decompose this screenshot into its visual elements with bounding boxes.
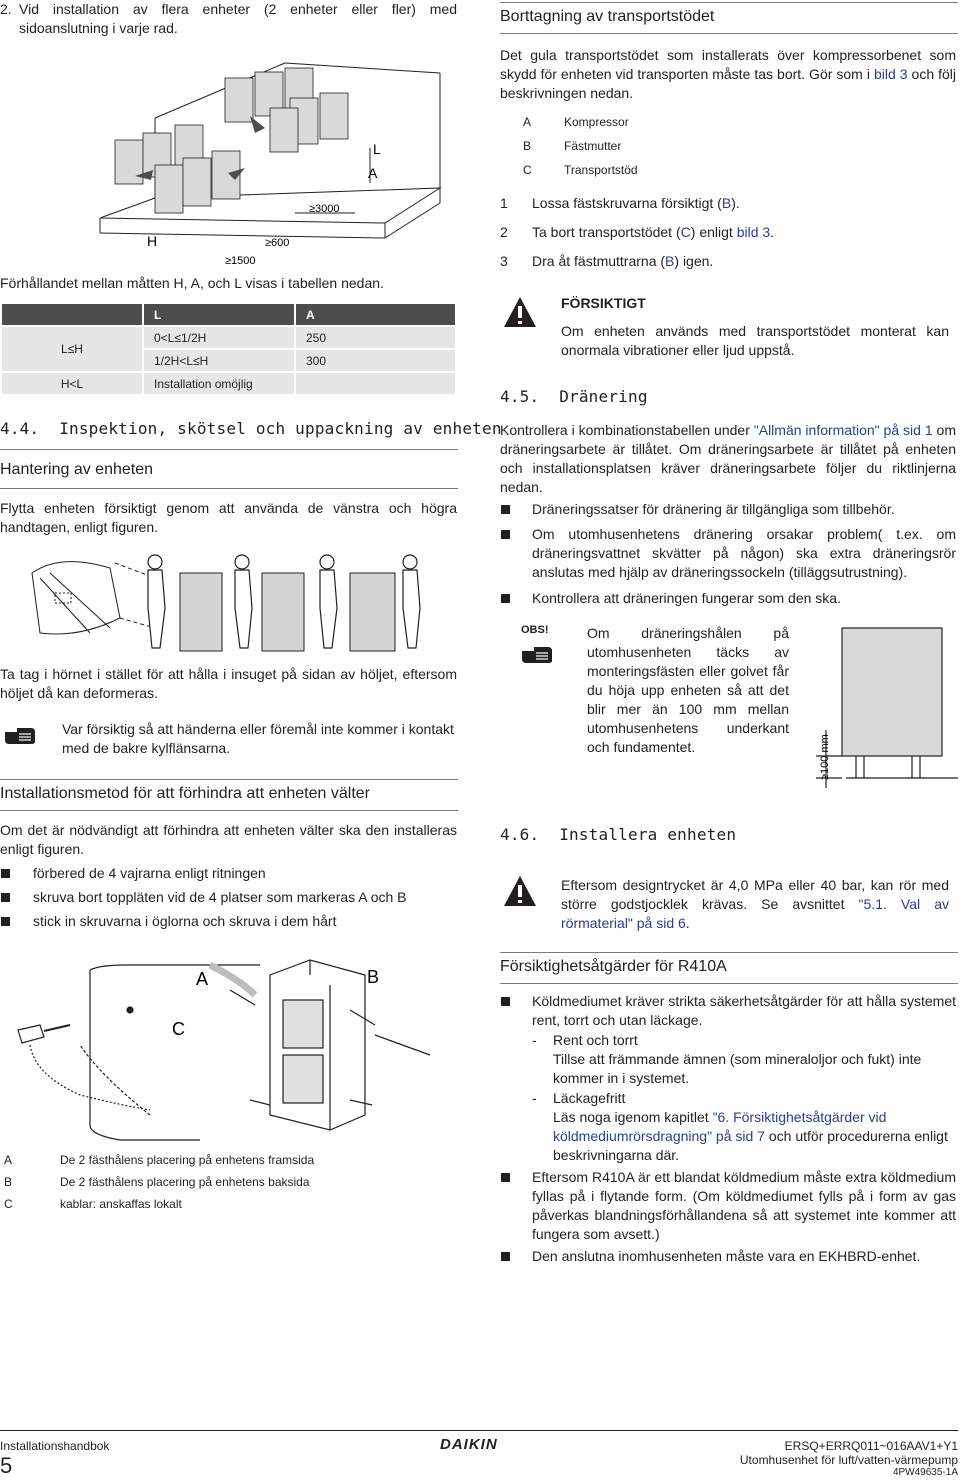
transport-legend — [500, 115, 950, 187]
table-cell: Installation omöjlig — [143, 372, 295, 395]
section-number: 4.4. — [0, 419, 40, 438]
r410a-list — [500, 992, 958, 1269]
label-A: A — [368, 165, 378, 181]
label-H: H — [147, 233, 158, 249]
list-item: - Rent och torrt Tillse att främmande ämnen (som mineraloljor och fukt) inte kommer in i systemet. — [532, 1032, 922, 1086]
divider — [0, 449, 458, 450]
clearance-label: ≥100 mm — [819, 734, 831, 780]
list-item: skruva bort toppläten vid de 4 platser som markeras A och B — [0, 888, 457, 912]
handling-figure — [30, 548, 455, 653]
divider — [500, 2, 958, 3]
item-2-text: Vid installation av flera enheter (2 enheter eller fler) med sidoanslutning i varje rad. — [19, 1, 457, 36]
list-item: Dräneringssatser för dränering är tillgängliga som tillbehör. — [500, 500, 958, 525]
list-item: Den anslutna inomhusenheten måste vara en EKHBRD-enhet. — [500, 1247, 958, 1269]
table-cell: 300 — [295, 349, 456, 372]
list-item: 1 Lossa fästskruvarna försiktigt (B). — [500, 195, 740, 211]
section-4-5-heading — [500, 387, 648, 406]
table-header-cell — [1, 303, 143, 326]
list-item: Eftersom R410A är ett blandat köldmedium måste extra köldmedium fyllas på i flytande form. (Om köldmediumet fylls på i form av gas påverkas blandningsförhållandena så att systemet inte kommer att fungera som avsett.) — [500, 1168, 958, 1247]
table-row — [1, 326, 456, 349]
table-header-cell: L — [143, 303, 295, 326]
bullet-icon — [501, 530, 510, 539]
pipe-material-link[interactable]: "5.1. Val av rörmaterial" på sid 6 — [561, 896, 949, 931]
elevated-unit-figure — [800, 620, 960, 790]
table-cell — [295, 372, 456, 395]
footer-doc-type: Installationshandbok — [0, 1439, 110, 1453]
ratio-intro: Förhållandet mellan måtten H, A, och L visas i tabellen nedan. — [0, 275, 384, 291]
drain-bullet-list — [500, 500, 958, 614]
warning-triangle-icon — [503, 296, 537, 328]
caution-title: FÖRSIKTIGT — [561, 295, 646, 311]
list-item: 3 Dra åt fästmuttrarna (B) igen. — [500, 253, 714, 269]
list-item: 2 Ta bort transportstödet (C) enligt bild 3. — [500, 224, 775, 240]
table-cell: H<L — [1, 372, 143, 395]
footer-divider — [0, 1430, 958, 1431]
transport-heading: Borttagning av transportstödet — [500, 8, 715, 25]
link-B[interactable]: B — [721, 195, 732, 211]
figure-legend — [0, 1153, 460, 1219]
multi-unit-layout-figure — [95, 58, 445, 268]
bullet-icon — [501, 1173, 510, 1182]
section-4-4-heading — [0, 419, 502, 438]
bullet-icon — [501, 997, 510, 1006]
anti-tip-figure — [0, 955, 460, 1145]
bild3-link[interactable]: bild 3 — [873, 66, 908, 82]
legend-row: A De 2 fästhålens placering på enhetens framsida — [4, 1153, 315, 1167]
table-cell: L≤H — [1, 326, 143, 372]
transport-text: Det gula transportstödet som installerats över kompressorbenet som skydd för enheten vid transporten måste tas bort. Gör som i bild 3 och följ beskrivningen nedan. — [500, 47, 957, 101]
legend-row: C kablar: anskaffas lokalt — [4, 1197, 182, 1211]
footer-model: ERSQ+ERRQ011~016AAV1+Y1 — [784, 1439, 958, 1453]
ratio-table — [0, 302, 457, 396]
section-4-6-heading — [500, 825, 736, 844]
obs-label: OBS! — [521, 624, 549, 636]
list-item: Kontrollera att dräneringen fungerar som den ska. — [500, 589, 958, 614]
note-hand-icon — [3, 724, 37, 746]
section-title: Installera enheten — [559, 825, 737, 844]
section-number: 4.5. — [500, 387, 540, 406]
item-2-number: 2. — [0, 1, 12, 17]
drain-text: Kontrollera i kombinationstabellen under "Allmän information" på sid 1 om dräneringsarbete är tillåtet. Om dräneringsarbete är tillåtet på enheten och installationsplatsen kräver dräneringsarbete följer du riktlinjerna nedan. — [500, 422, 956, 495]
pressure-text: Eftersom designtrycket är 4,0 MPa eller 40 bar, kan rör med större godstjocklek krävas. Se avsnittet "5.1. Val av rörmaterial" på sid 6. — [561, 877, 949, 931]
label-1500: ≥1500 — [225, 255, 256, 267]
divider — [0, 810, 458, 811]
list-item: stick in skruvarna i öglorna och skruva i dem hårt — [0, 912, 457, 936]
legend-row: B De 2 fästhålens placering på enhetens baksida — [4, 1175, 310, 1189]
table-cell: 1/2H<L≤H — [143, 349, 295, 372]
label-L: L — [373, 141, 381, 157]
section-number: 4.6. — [500, 825, 540, 844]
section-title: Dränering — [559, 387, 648, 406]
list-item: förbered de 4 vajrarna enligt ritningen — [0, 864, 457, 888]
tipping-text: Om det är nödvändigt att förhindra att enheten välter ska den installeras enligt figuren. — [0, 822, 457, 857]
obs-text: Om dräneringshålen på utomhusenheten täcks av monteringsfästen eller golvet får du höja upp enheten så att det blir mer än 100 mm mellan utomhusenhetens underkant och fundamentet. — [587, 625, 789, 755]
note-hands-text: Var försiktig så att händerna eller föremål inte kommer i kontakt med de bakre kylflänsarna. — [62, 721, 454, 756]
divider — [0, 488, 458, 489]
legend-row: C Transportstöd — [523, 163, 638, 177]
divider — [500, 33, 958, 34]
footer-product: Utomhusenhet för luft/vatten-värmepump — [739, 1453, 958, 1467]
footer-page-number: 5 — [0, 1453, 13, 1478]
note-hand-icon — [520, 643, 554, 665]
table-header-cell: A — [295, 303, 456, 326]
fig-label-B: B — [367, 967, 380, 987]
list-item: Om utomhusenhetens dränering orsakar problem( t.ex. om dräneringsvattnet skvätter på någon) ska extra dräneringsrör anslutas med hjälp av dräneringssockeln (tilläggsutrustning). — [500, 525, 958, 589]
bullet-icon — [1, 869, 10, 878]
bullet-icon — [501, 594, 510, 603]
section-title: Inspektion, skötsel och uppackning av enheten — [59, 419, 502, 438]
tipping-heading: Installationsmetod för att förhindra att enheten välter — [0, 785, 370, 802]
daikin-logo: DAIKIN — [440, 1436, 498, 1453]
general-info-link[interactable]: "Allmän information" på sid 1 — [753, 422, 933, 438]
bullet-icon — [1, 917, 10, 926]
divider — [500, 952, 958, 953]
table-header-row — [1, 303, 456, 326]
fig-label-A: A — [196, 969, 209, 989]
fig-label-C: C — [172, 1019, 185, 1039]
bullet-icon — [501, 1252, 510, 1261]
refrigerant-piping-link[interactable]: "6. Försiktighetsåtgärder vid köldmediumrörsdragning" på sid 7 — [553, 1109, 887, 1144]
transport-steps — [500, 194, 958, 281]
legend-row: A Kompressor — [523, 115, 629, 129]
warning-triangle-icon — [503, 875, 537, 907]
bullet-icon — [501, 505, 510, 514]
handling-text: Flytta enheten försiktigt genom att använda de vänstra och högra handtagen, enligt figuren. — [0, 500, 457, 535]
caution-text: Om enheten används med transportstödet monterat kan onormala vibrationer eller ljud uppstå. — [561, 323, 949, 358]
handling-heading: Hantering av enheten — [0, 461, 153, 478]
r410a-heading: Försiktighetsåtgärder för R410A — [500, 958, 727, 975]
table-row — [1, 372, 456, 395]
label-600: ≥600 — [265, 237, 290, 249]
table-cell: 0<L≤1/2H — [143, 326, 295, 349]
table-cell: 250 — [295, 326, 456, 349]
link-C[interactable]: C — [680, 224, 691, 240]
divider — [500, 983, 958, 984]
list-item: - Läckagefritt Läs noga igenom kapitlet "6. Försiktighetsåtgärder vid köldmediumrörsdragning" på sid 7 och utför procedurerna enligt beskrivningarna där. — [532, 1090, 948, 1163]
label-3000: ≥3000 — [309, 203, 340, 215]
divider — [0, 779, 458, 780]
tipping-bullet-list — [0, 864, 457, 936]
link-B[interactable]: B — [665, 253, 675, 269]
bullet-icon — [1, 893, 10, 902]
legend-row: B Fästmutter — [523, 139, 622, 153]
corner-text: Ta tag i hörnet i stället för att hålla i insuget på sidan av höljet, eftersom höljet då kan deformeras. — [0, 666, 457, 701]
bild3-link[interactable]: bild 3 — [736, 224, 771, 240]
footer-code: 4PW49635-1A — [892, 1467, 958, 1478]
list-item: Köldmediumet kräver strikta säkerhetsåtgärder för att hålla systemet rent, torrt och utan läckage. — [500, 992, 958, 1031]
